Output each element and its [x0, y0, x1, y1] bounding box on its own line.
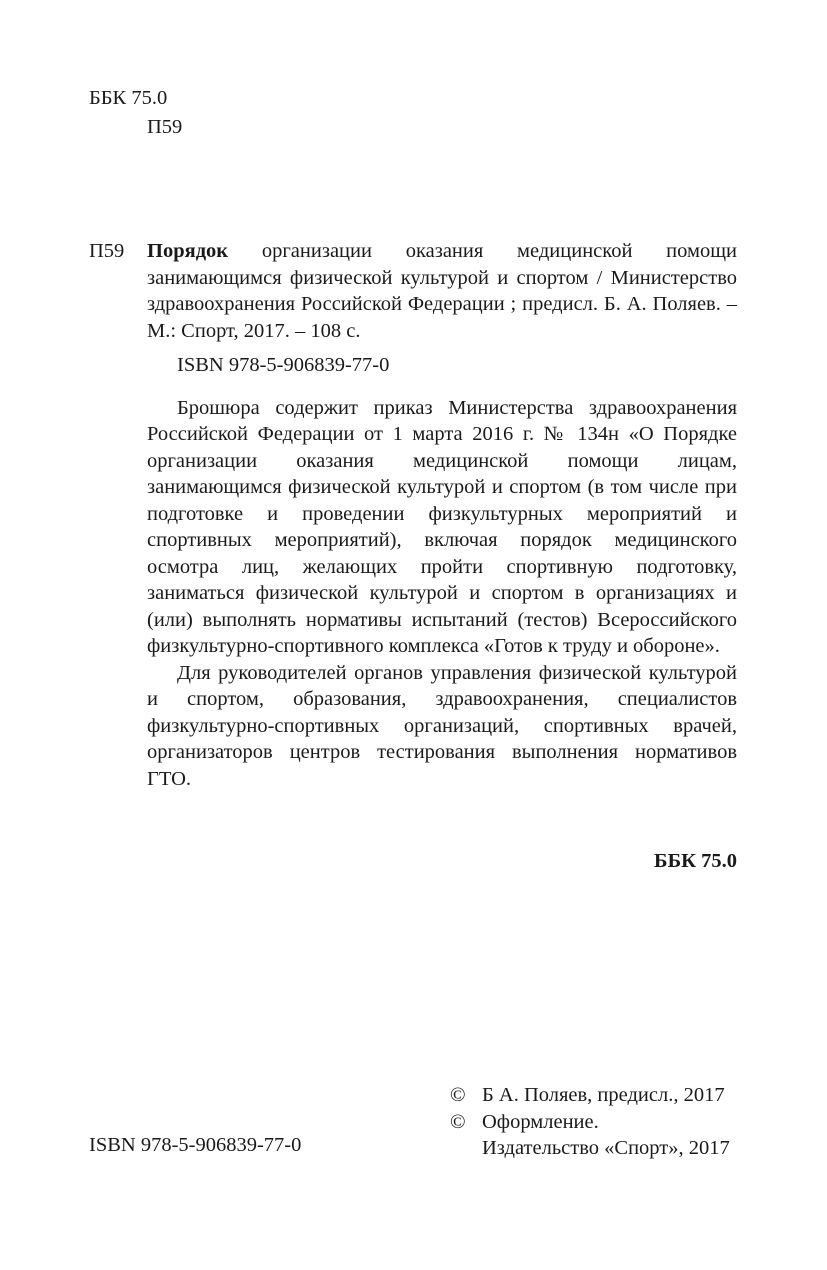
annotation-paragraph-2: Для руководителей органов управления физической культурой и спортом, образования, здравоохранения, специалистов физкультурно-спортивных организаций, спортивных врачей, организаторов центров тестирования выполнения нормативов ГТО. — [147, 661, 737, 790]
entry-isbn: ISBN 978-5-906839-77-0 — [177, 354, 390, 376]
annotation — [147, 395, 737, 793]
author-mark: П59 — [147, 116, 183, 138]
copyright-text: Оформление. — [482, 1110, 599, 1133]
bibliographic-description — [147, 238, 737, 344]
copyright-icon: © — [450, 1084, 466, 1106]
entry-description: организации оказания медицинской помощи занимающимся физической культурой и спортом / Министерство здравоохранения Российской Федерации ; предисл. Б. А. Поляев. – М.: Спорт, 2017. – 108 с. — [147, 240, 737, 342]
bbk-code-bold: ББК 75.0 — [654, 850, 737, 872]
entry-title: Порядок — [147, 240, 229, 262]
annotation-paragraph-1: Брошюра содержит приказ Министерства здравоохранения Российской Федерации от 1 марта 2016 г. № 134н «О Порядке организации оказания медицинской помощи лицам, занимающимся физической культурой и спортом (в том числе при подготовке и проведении физкультурных мероприятий и спортивных мероприятий), включая порядок медицинского осмотра лиц, желающих пройти спортивную подготовку, заниматься физической культурой и спортом в организациях и (или) выполнять нормативы испытаний (тестов) Всероссийского физкультурно-спортивного комплекса «Готов к труду и обороне». — [147, 396, 737, 657]
footer-isbn: ISBN 978-5-906839-77-0 — [89, 1134, 302, 1156]
copyright-text: Б А. Поляев, предисл., 2017 — [482, 1084, 725, 1106]
bbk-code: ББК 75.0 — [89, 87, 168, 109]
copyright-block — [450, 1082, 740, 1162]
copyright-line — [450, 1109, 740, 1136]
entry-author-mark: П59 — [89, 240, 125, 262]
copyright-icon: © — [450, 1110, 466, 1133]
copyright-text-continued: Издательство «Спорт», 2017 — [482, 1137, 730, 1159]
bibliographic-entry — [147, 238, 737, 792]
copyright-line — [450, 1082, 740, 1109]
